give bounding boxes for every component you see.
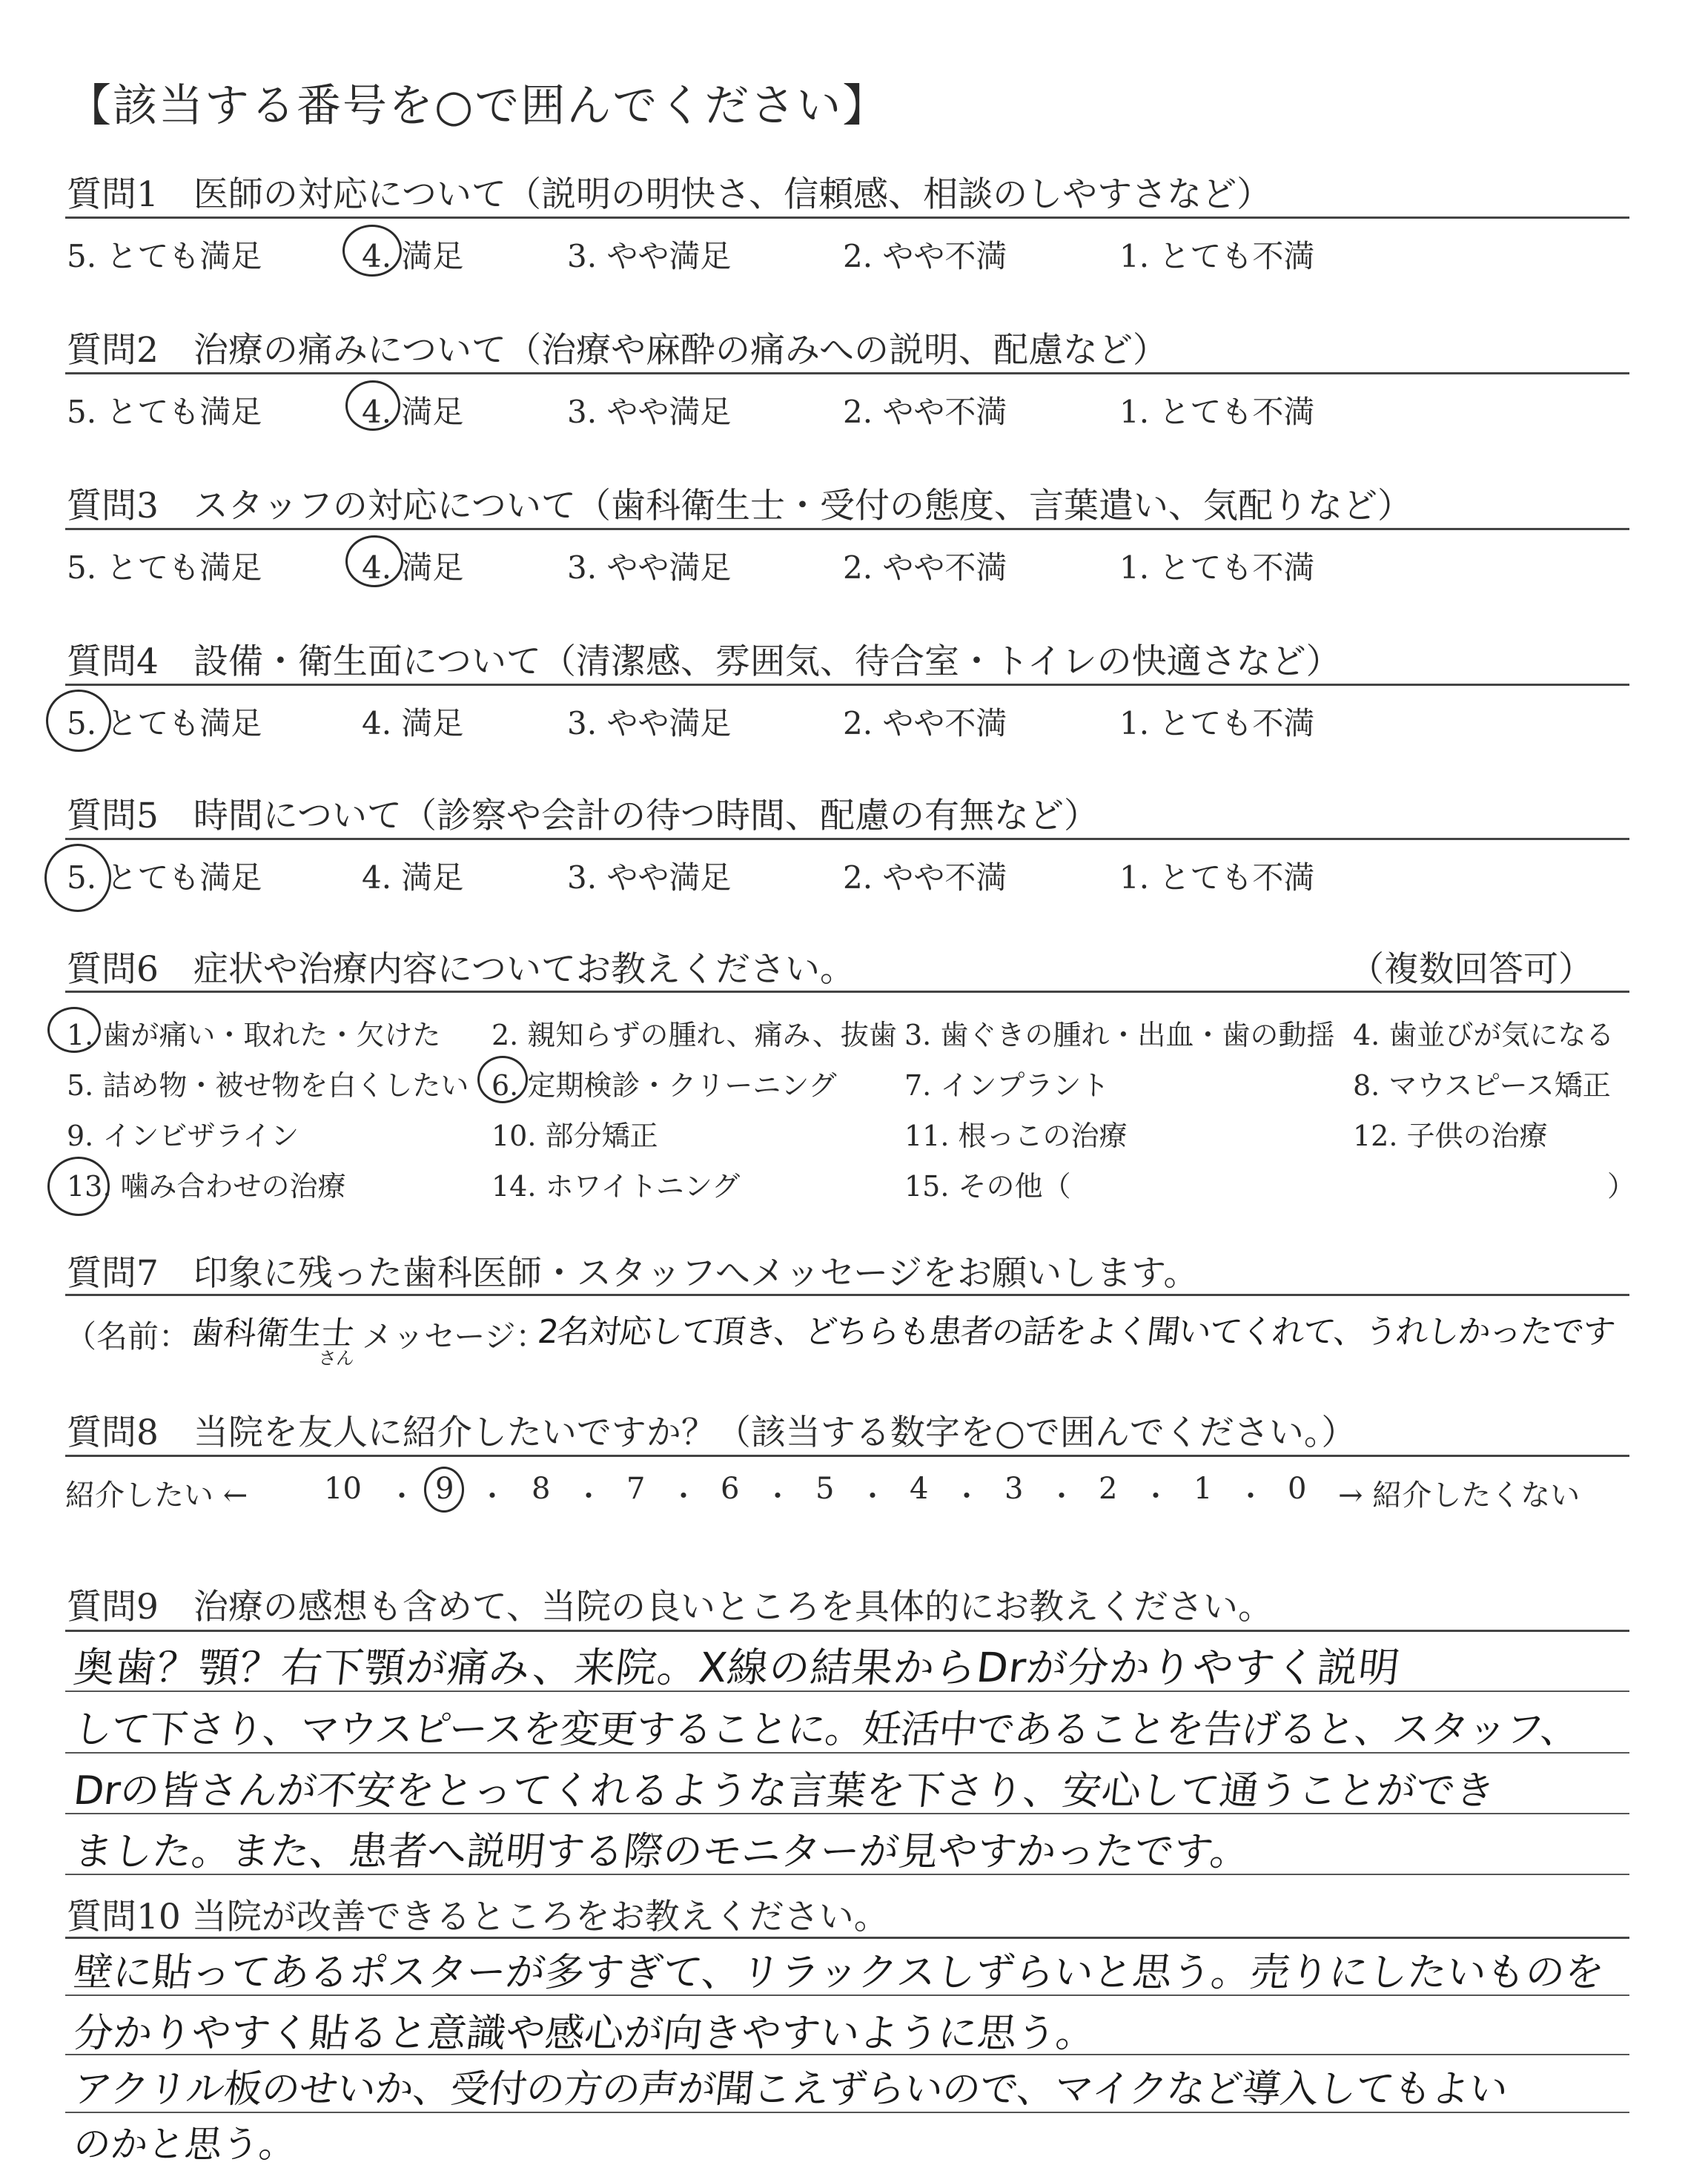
- q8-scale-1[interactable]: 1: [1194, 1472, 1213, 1506]
- q7-rule: [65, 1294, 1629, 1296]
- q8-right-label: → 紹介したくない: [1338, 1478, 1580, 1513]
- q9-line-2: して下さり、マウスピースを変更することに。妊活中であることを告げると、スタッフ、: [71, 1708, 1581, 1752]
- q9-rule-2: [65, 1752, 1629, 1754]
- q8-scale-6[interactable]: 6: [721, 1472, 740, 1506]
- q8-scale-7[interactable]: 7: [626, 1472, 646, 1506]
- q6-option-6[interactable]: 6. 定期検診・クリーニング: [491, 1069, 837, 1102]
- q1-option-5[interactable]: 5. とても満足: [67, 238, 262, 274]
- q3-title: 質問3 スタッフの対応について（歯科衛生士・受付の態度、言葉遣い、気配りなど）: [67, 486, 1412, 526]
- q2-option-4[interactable]: 4. 満足: [362, 394, 464, 430]
- q8-sep: ・: [1237, 1480, 1265, 1513]
- q8-sep: ・: [764, 1480, 792, 1513]
- q6-option-1[interactable]: 1. 歯が痛い・取れた・欠けた: [67, 1019, 441, 1051]
- q5-option-3[interactable]: 3. やや満足: [567, 859, 732, 896]
- q5-title: 質問5 時間について（診察や会計の待つ時間、配慮の有無など）: [67, 796, 1099, 836]
- q7-message-label: メッセージ：: [362, 1318, 547, 1355]
- q8-rule: [65, 1455, 1629, 1457]
- q6-option-10[interactable]: 10. 部分矯正: [491, 1120, 658, 1152]
- q9-line-4: ました。また、患者へ説明する際のモニターが見やすかったです。: [71, 1829, 1252, 1874]
- q8-sep: ・: [575, 1480, 603, 1513]
- q5-rule: [65, 838, 1629, 840]
- q6-option-11[interactable]: 11. 根っこの治療: [904, 1120, 1128, 1152]
- q1-rule: [65, 217, 1629, 219]
- q8-sep: ・: [858, 1480, 887, 1513]
- q6-option-8[interactable]: 8. マウスピース矯正: [1353, 1069, 1611, 1102]
- q10-line-4: のかと思う。: [71, 2123, 299, 2166]
- q9-rule-3: [65, 1813, 1629, 1814]
- q6-option-12[interactable]: 12. 子供の治療: [1353, 1120, 1548, 1152]
- q7-name-label: （名前：: [65, 1318, 191, 1355]
- q9-title: 質問9 治療の感想も含めて、当院の良いところを具体的にお教えください。: [67, 1587, 1273, 1627]
- q8-left-label: 紹介したい ←: [65, 1478, 248, 1513]
- q8-scale-10[interactable]: 10: [324, 1472, 362, 1506]
- q5-option-2[interactable]: 2. やや不満: [843, 859, 1007, 896]
- q5-option-5[interactable]: 5. とても満足: [67, 859, 262, 896]
- q6-option-4[interactable]: 4. 歯並びが気になる: [1353, 1019, 1615, 1051]
- q10-line-3: アクリル板のせいか、受付の方の声が聞こえずらいので、マイクなど導入してもよい: [71, 2067, 1509, 2112]
- q6-option-5[interactable]: 5. 詰め物・被せ物を白くしたい: [67, 1069, 469, 1102]
- q2-option-5[interactable]: 5. とても満足: [67, 394, 262, 430]
- q9-rule-4: [65, 1874, 1629, 1875]
- q8-sep: ・: [388, 1480, 417, 1513]
- q8-scale-0[interactable]: 0: [1288, 1472, 1307, 1506]
- q1-title: 質問1 医師の対応について（説明の明快さ、信頼感、相談のしやすさなど）: [67, 174, 1272, 215]
- q1-option-4[interactable]: 4. 満足: [362, 238, 464, 274]
- q9-rule-0: [65, 1630, 1629, 1632]
- q6-other-close-paren: ）: [1607, 1170, 1636, 1203]
- q4-option-1[interactable]: 1. とても不満: [1119, 705, 1315, 741]
- q8-sep: ・: [669, 1480, 698, 1513]
- q2-option-3[interactable]: 3. やや満足: [567, 394, 732, 430]
- q4-rule: [65, 684, 1629, 686]
- page-header: 【該当する番号を○で囲んでください】: [67, 80, 889, 132]
- q6-option-9[interactable]: 9. インビザライン: [67, 1120, 299, 1152]
- q3-option-4[interactable]: 4. 満足: [362, 549, 464, 586]
- q6-option-3[interactable]: 3. 歯ぐきの腫れ・出血・歯の動揺: [904, 1019, 1335, 1051]
- q4-option-3[interactable]: 3. やや満足: [567, 705, 732, 741]
- q2-option-2[interactable]: 2. やや不満: [843, 394, 1007, 430]
- q10-line-1: 壁に貼ってあるポスターが多すぎて、リラックスしずらいと思う。売りにしたいものを: [71, 1950, 1607, 1995]
- q8-sep: ・: [478, 1480, 507, 1513]
- q6-option-13[interactable]: 13. 噛み合わせの治療: [67, 1170, 346, 1203]
- q8-scale-9[interactable]: 9: [435, 1472, 454, 1506]
- q6-option-15[interactable]: 15. その他（: [904, 1170, 1071, 1203]
- q6-option-7[interactable]: 7. インプラント: [904, 1069, 1110, 1102]
- q3-option-2[interactable]: 2. やや不満: [843, 549, 1007, 586]
- q2-title: 質問2 治療の痛みについて（治療や麻酔の痛みへの説明、配慮など）: [67, 330, 1168, 371]
- q8-scale-3[interactable]: 3: [1004, 1472, 1024, 1506]
- q2-option-1[interactable]: 1. とても不満: [1119, 394, 1315, 430]
- q10-line-2: 分かりやすく貼ると意識や感心が向きやすいように思う。: [71, 2011, 1098, 2056]
- q1-option-1[interactable]: 1. とても不満: [1119, 238, 1315, 274]
- q9-line-1: 奥歯？顎？右下顎が痛み、来院。X線の結果からDrが分かりやすく説明: [71, 1644, 1403, 1691]
- q8-title: 質問8 当院を友人に紹介したいですか？（該当する数字を○で囲んでください。）: [67, 1412, 1357, 1453]
- q1-option-2[interactable]: 2. やや不満: [843, 238, 1007, 274]
- q4-title: 質問4 設備・衛生面について（清潔感、雰囲気、待合室・トイレの快適さなど）: [67, 641, 1341, 682]
- q8-sep: ・: [1142, 1480, 1171, 1513]
- q1-option-3[interactable]: 3. やや満足: [567, 238, 732, 274]
- q3-option-5[interactable]: 5. とても満足: [67, 549, 262, 586]
- q9-line-3: Drの皆さんが不安をとってくれるような言葉を下さり、安心して通うことができ: [71, 1768, 1497, 1814]
- q6-multi-answer-note: （複数回答可）: [1349, 949, 1593, 990]
- q8-scale-4[interactable]: 4: [910, 1472, 929, 1506]
- q3-rule: [65, 528, 1629, 530]
- q10-rule-2: [65, 2054, 1629, 2055]
- q2-rule: [65, 372, 1629, 374]
- q6-rule: [65, 991, 1629, 993]
- q10-rule-3: [65, 2112, 1629, 2113]
- q6-option-2[interactable]: 2. 親知らずの腫れ、痛み、抜歯: [491, 1019, 897, 1051]
- q10-rule-1: [65, 1995, 1629, 1996]
- q4-option-4[interactable]: 4. 満足: [362, 705, 464, 741]
- q8-sep: ・: [1047, 1480, 1076, 1513]
- q7-name-suffix: さん: [317, 1348, 356, 1369]
- q10-title: 質問10 当院が改善できるところをお教えください。: [67, 1897, 889, 1937]
- q8-sep: ・: [953, 1480, 982, 1513]
- q6-option-14[interactable]: 14. ホワイトニング: [491, 1170, 741, 1203]
- q3-option-1[interactable]: 1. とても不満: [1119, 549, 1315, 586]
- q9-rule-1: [65, 1691, 1629, 1692]
- q5-option-1[interactable]: 1. とても不満: [1119, 859, 1315, 896]
- q3-option-3[interactable]: 3. やや満足: [567, 549, 732, 586]
- q8-scale-2[interactable]: 2: [1099, 1472, 1118, 1506]
- q8-scale-8[interactable]: 8: [532, 1472, 551, 1506]
- q7-message-value: 2名対応して頂き、どちらも患者の話をよく聞いてくれて、うれしかったです: [535, 1313, 1616, 1351]
- q4-option-2[interactable]: 2. やや不満: [843, 705, 1007, 741]
- q5-option-4[interactable]: 4. 満足: [362, 859, 464, 896]
- q10-rule-0: [65, 1937, 1629, 1939]
- q4-option-5[interactable]: 5. とても満足: [67, 705, 262, 741]
- q8-scale-5[interactable]: 5: [815, 1472, 835, 1506]
- q7-name-value: 歯科衛生士: [188, 1315, 357, 1352]
- q7-title: 質問7 印象に残った歯科医師・スタッフへメッセージをお願いします。: [67, 1253, 1199, 1294]
- q6-title: 質問6 症状や治療内容についてお教えください。: [67, 949, 855, 990]
